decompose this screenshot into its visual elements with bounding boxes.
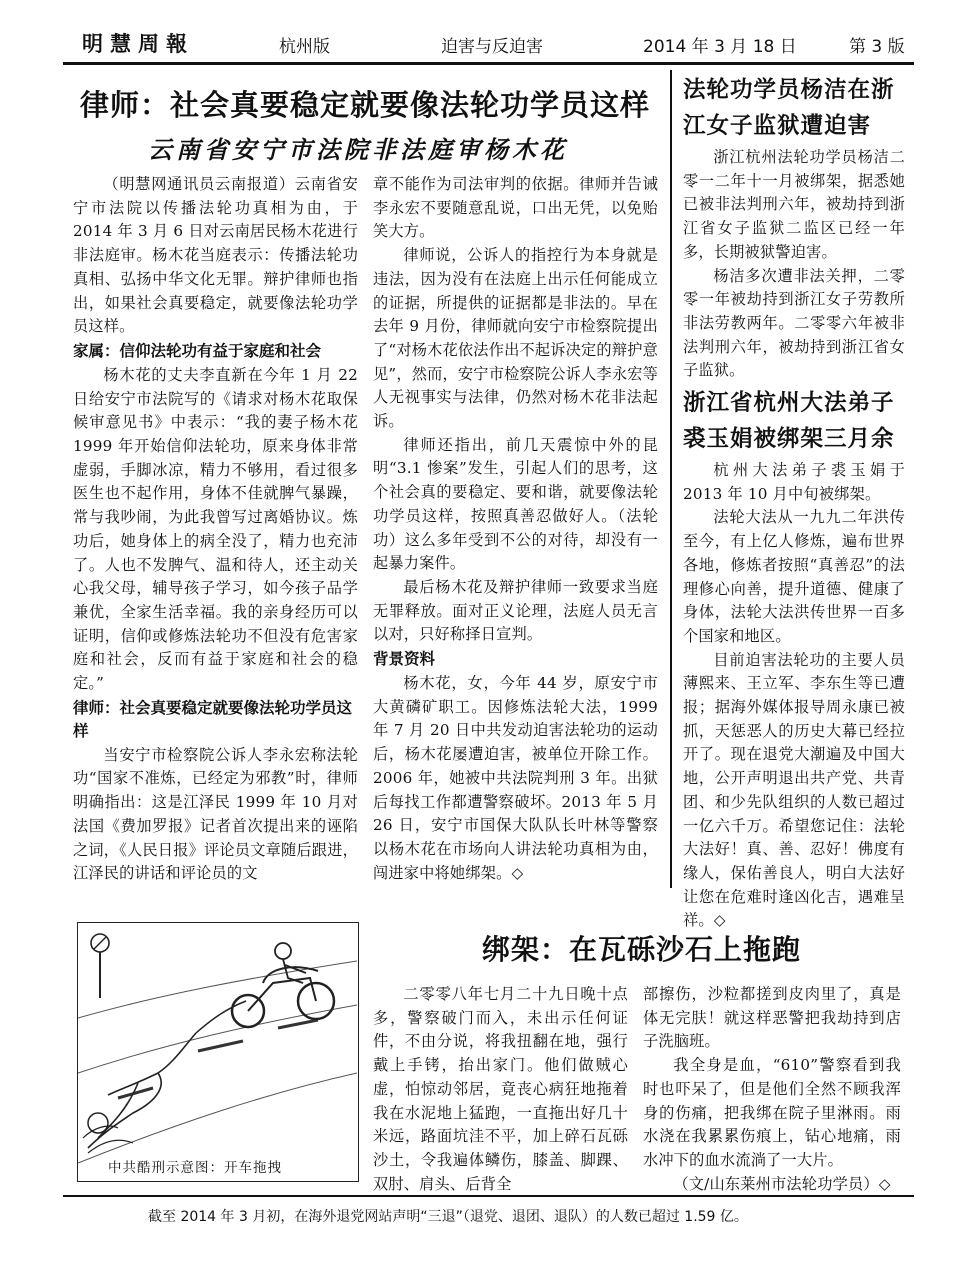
bottom-article-column-2 — [643, 983, 901, 1196]
bottom-article-title: 绑架：在瓦砾沙石上拖跑 — [482, 933, 802, 966]
paragraph: （明慧网通讯员云南报道）云南省安宁市法院以传播法轮功真相为由，于 2014 年 3 月 6 日对云南居民杨木花进行非法庭审。杨木花当庭表示：传播法轮功真相、弘扬中华文化无罪。辩护律师也指出，如果社会真要稳定，就要像法轮功学员这样。 — [73, 175, 358, 336]
sidebar-article-title: 浙江省杭州大法弟子裘玉娟被绑架三月余 — [683, 390, 895, 453]
torture-illustration — [77, 922, 359, 1182]
paragraph: 律师还指出，前几天震惊中外的昆明“3.1 惨案”发生，引起人们的思考，这个社会真的要稳定、要和谐，就要像法轮功学员这样，按照真善忍做好人。（法轮功）这么多年受到不公的对待，却没有一起暴力案件。 — [373, 435, 658, 573]
edition-label: 杭州版 — [279, 37, 330, 57]
footer-note: 截至 2014 年 3 月初，在海外退党网站声明“三退”（退党、退团、退队）的人数已超过 1.59 亿。 — [148, 1209, 748, 1225]
section-heading: 背景资料 — [373, 650, 436, 669]
issue-date: 2014 年 3 月 18 日 — [643, 37, 797, 57]
illustration-caption: 中共酷刑示意图：开车拖拽 — [108, 1160, 282, 1176]
section-label: 迫害与反迫害 — [441, 37, 543, 57]
bottom-article-column-1 — [373, 983, 628, 1196]
page-number: 第 3 版 — [849, 37, 905, 57]
sidebar — [683, 72, 905, 933]
paragraph: 法轮大法从一九九二年洪传至今，有上亿人修炼，遍布世界各地，修炼者按照“真善忍”的法理修心向善，提升道德、健康了身体，法轮大法洪传世界一百多个国家和地区。 — [683, 508, 905, 645]
main-article-column-2 — [373, 173, 658, 885]
paragraph: 杭州大法弟子裘玉娟于 2013 年 10 月中旬被绑架。 — [683, 461, 905, 503]
paragraph: 杨木花，女，今年 44 岁，原安宁市大黄磷矿职工。因修炼法轮大法，1999 年 7 月 20 日中共发动迫害法轮功的运动后，杨木花屡遭迫害，被单位开除工作。2006 年，她被中共法院判刑 3 年。出狱后每找工作都遭警察破坏。2013 年 5 月 26 日，安宁市国保大队队长叶林等警察以杨木花在市场向人讲法轮功真相为由，闯进家中将她绑架。◇ — [373, 674, 658, 882]
column-divider — [670, 70, 672, 888]
paragraph: 律师说，公诉人的指控行为本身就是违法，因为没有在法庭上出示任何能成立的证据，所提供的证据都是非法的。早在去年 9 月份，律师就向安宁市检察院提出了“对杨木花依法作出不起诉决定的辩护意见”，然而，安宁市检察院公诉人李永宏等人无视事实与法律，仍然对杨木花非法起诉。 — [373, 246, 658, 431]
paragraph: 杨木花的丈夫李直新在今年 1 月 22 日给安宁市法院写的《请求对杨木花取保候审意见书》中表示：“我的妻子杨木花 1999 年开始信仰法轮功，原来身体非常虚弱，手脚冰凉，精力不够用，看过很多医生也不起作用，身体不佳就脾气暴躁，常与我吵闹，为此我曾写过离婚协议。炼功后，她身体上的病全没了，精力也充沛了。人也不发脾气、温和待人，还主动关心我父母，辅导孩子学习，如今孩子品学兼优，全家生活幸福。我的亲身经历可以证明，信仰或修炼法轮功不但没有危害家庭和社会，反而有益于家庭和社会的稳定。” — [73, 365, 358, 693]
footer-rule — [63, 1195, 914, 1197]
masthead: 明慧周報 — [82, 31, 194, 56]
section-heading: 律师：社会真要稳定就要像法轮功学员这样 — [73, 698, 353, 740]
paragraph: 部擦伤，沙粒都搓到皮肉里了，真是体无完肤！就这样恶警把我劫持到店子洗脑班。 — [643, 985, 901, 1051]
illustration-drawing — [78, 923, 357, 1179]
main-article-subtitle: 云南省安宁市法院非法庭审杨木花 — [148, 135, 568, 164]
paragraph: 目前迫害法轮功的主要人员薄熙来、王立军、李东生等已遭报；据海外媒体报导周永康已被抓，天惩恶人的历史大幕已经拉开了。现在退党大潮遍及中国大地，公开声明退出共产党、共青团、和少先队组织的人数已超过一亿六千万。希望您记住：法轮大法好！真、善、忍好！佛度有缘人，保佑善良人，明白大法好让您在危难时逢凶化吉，遇难呈祥。◇ — [683, 650, 905, 930]
paragraph: 章不能作为司法审判的依据。律师并告诫李永宏不要随意乱说，口出无凭，以免贻笑大方。 — [373, 175, 658, 241]
paragraph: 我全身是血，“610”警察看到我时也吓呆了，但是他们全然不顾我浑身的伤痛，把我绑在院子里淋雨。雨水浇在我累累伤痕上，钻心地痛，雨水冲下的血水流淌了一大片。 — [643, 1056, 901, 1169]
main-article-column-1 — [73, 173, 358, 886]
main-article-title: 律师：社会真要稳定就要像法轮功学员这样 — [80, 88, 651, 122]
paragraph: 浙江杭州法轮功学员杨洁二零一二年十一月被绑架，据悉她已被非法判刑六年，被劫持到浙江省女子监狱二监区已经一年多，长期被狱警迫害。 — [683, 148, 905, 261]
paragraph: 杨洁多次遭非法关押，二零零一年被劫持到浙江女子劳教所非法劳教两年。二零零六年被非法判刑六年，被劫持到浙江省女子监狱。 — [683, 266, 905, 380]
paragraph: 当安宁市检察院公诉人李永宏称法轮功“国家不准炼，已经定为邪教”时，律师明确指出：这是江泽民 1999 年 10 月对法国《费加罗报》记者首次提出来的诬陷之词，《人民日报》评论员文章随后跟进，江泽民的讲话和评论员的文 — [73, 745, 358, 883]
paragraph: 最后杨木花及辩护律师一致要求当庭无罪释放。面对正义论理，法庭人员无言以对，只好称择日宣判。 — [373, 577, 658, 644]
paragraph: 二零零八年七月二十九日晚十点多，警察破门而入，未出示任何证件，不由分说，将我扭翻在地，强行戴上手铐，抬出家门。他们做贼心虚，怕惊动邻居，竟丧心病狂地拖着我在水泥地上猛跑，一直拖出好几十米远，路面坑洼不平，加上碎石瓦砾沙土，令我遍体鳞伤，膝盖、脚踝、双肘、肩头、后背全 — [373, 985, 628, 1193]
sidebar-article-title: 法轮功学员杨洁在浙江女子监狱遭迫害 — [683, 77, 895, 139]
section-heading: 家属：信仰法轮功有益于家庭和社会 — [73, 341, 322, 360]
header-rule — [63, 62, 914, 65]
paragraph: （文/山东莱州市法轮功学员）◇ — [673, 1174, 891, 1193]
